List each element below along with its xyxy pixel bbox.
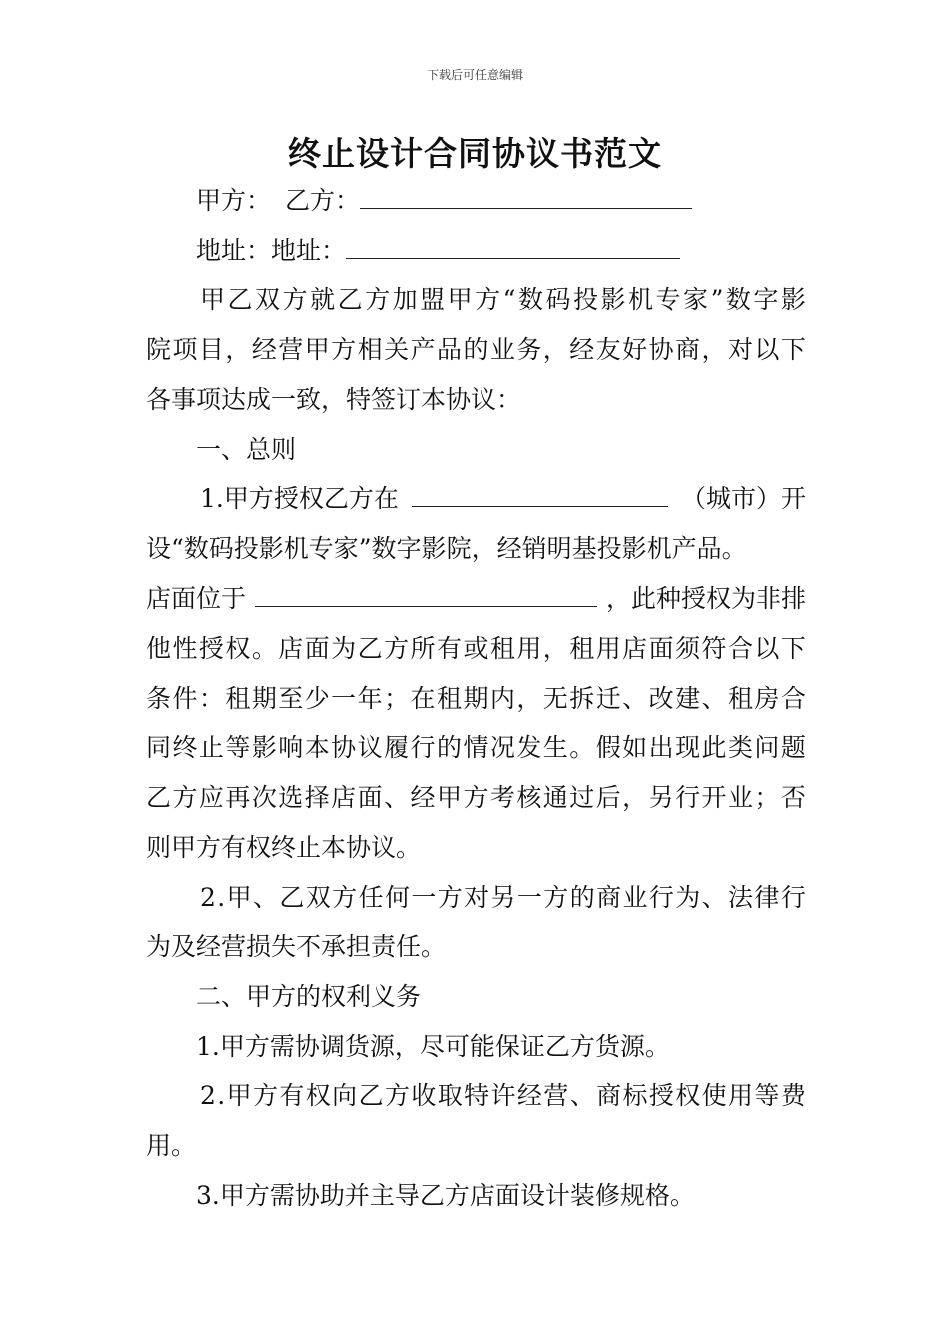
s1-p1-line-3 (146, 584, 806, 614)
intro-line-1: 甲 乙 双 方 就 乙 方 加 盟 甲 方 “ 数 码 投 影 机 专 家 ” 数 字 影 (200, 285, 806, 314)
s1-p1-line3-a: 店面位于 (146, 584, 247, 613)
store-blank (255, 584, 597, 607)
document-title: 终止设计合同协议书范文 (288, 134, 662, 173)
intro-line-3: 各事项达成一致，特签订本协议： (146, 385, 522, 414)
s1-p1-line-2: 设“数码投影机专家”数字影院，经销明基投影机产品。 (146, 534, 747, 563)
s2-p2-line-1: 2 . 甲 方 有 权 向 乙 方 收 取 特 许 经 营 、 商 标 授 权 使 用 等 费 (200, 1081, 806, 1110)
address-b-blank (346, 236, 680, 259)
address-a-label: 地址： (196, 236, 272, 265)
party-a-label: 甲方： (196, 186, 272, 215)
s1-p1-line-7: 乙 方 应 再 次 选 择 店 面 、 经 甲 方 考 核 通 过 后 ， 另 行 开 业 ； 否 (146, 783, 806, 812)
s1-p1-line-4: 他 性 授 权 。 店 面 为 乙 方 所 有 或 租 用 ， 租 用 店 面 须 符 合 以 下 (146, 634, 806, 663)
s1-p1-a: 1.甲方授权乙方在 (200, 484, 399, 513)
intro-line-2: 院 项 目 ， 经 营 甲 方 相 关 产 品 的 业 务 ， 经 友 好 协 商 ， 对 以 下 (146, 335, 806, 364)
s1-p1-line3-b: ，此种授权为非排 (605, 584, 806, 613)
s1-p2-line-1: 2 . 甲 、 乙 双 方 任 何 一 方 对 另 一 方 的 商 业 行 为 、 法 律 行 (200, 883, 806, 912)
s1-p1-line-1 (200, 484, 806, 514)
section1-title: 一、总则 (196, 435, 297, 464)
address-b-label: 地址： (271, 236, 347, 265)
s2-p1: 1.甲方需协调货源，尽可能保证乙方货源。 (196, 1032, 670, 1061)
s1-p1-line-6: 同 终 止 等 影 响 本 协 议 履 行 的 情 况 发 生 。 假 如 出 现 此 类 问 题 (146, 733, 806, 762)
s1-p1-line-5: 条 件 ： 租 期 至 少 一 年 ； 在 租 期 内 ， 无 拆 迁 、 改 建 、 租 房 合 (146, 684, 806, 713)
section2-title: 二、甲方的权利义务 (196, 982, 422, 1011)
address-line (196, 236, 856, 266)
s2-p2-line-2: 用。 (146, 1131, 197, 1160)
s1-p1-line-8: 则甲方有权终止本协议。 (146, 833, 422, 862)
party-b-blank (360, 186, 692, 209)
party-b-label: 乙方： (285, 186, 361, 215)
party-line (196, 186, 856, 216)
s1-p1-b: （城市）开 (680, 484, 806, 513)
s2-p3: 3.甲方需协助并主导乙方店面设计装修规格。 (196, 1181, 695, 1210)
s1-p2-line-2: 为及经营损失不承担责任。 (146, 932, 447, 961)
header-note: 下载后可任意编辑 (426, 68, 523, 82)
city-blank (412, 484, 668, 507)
